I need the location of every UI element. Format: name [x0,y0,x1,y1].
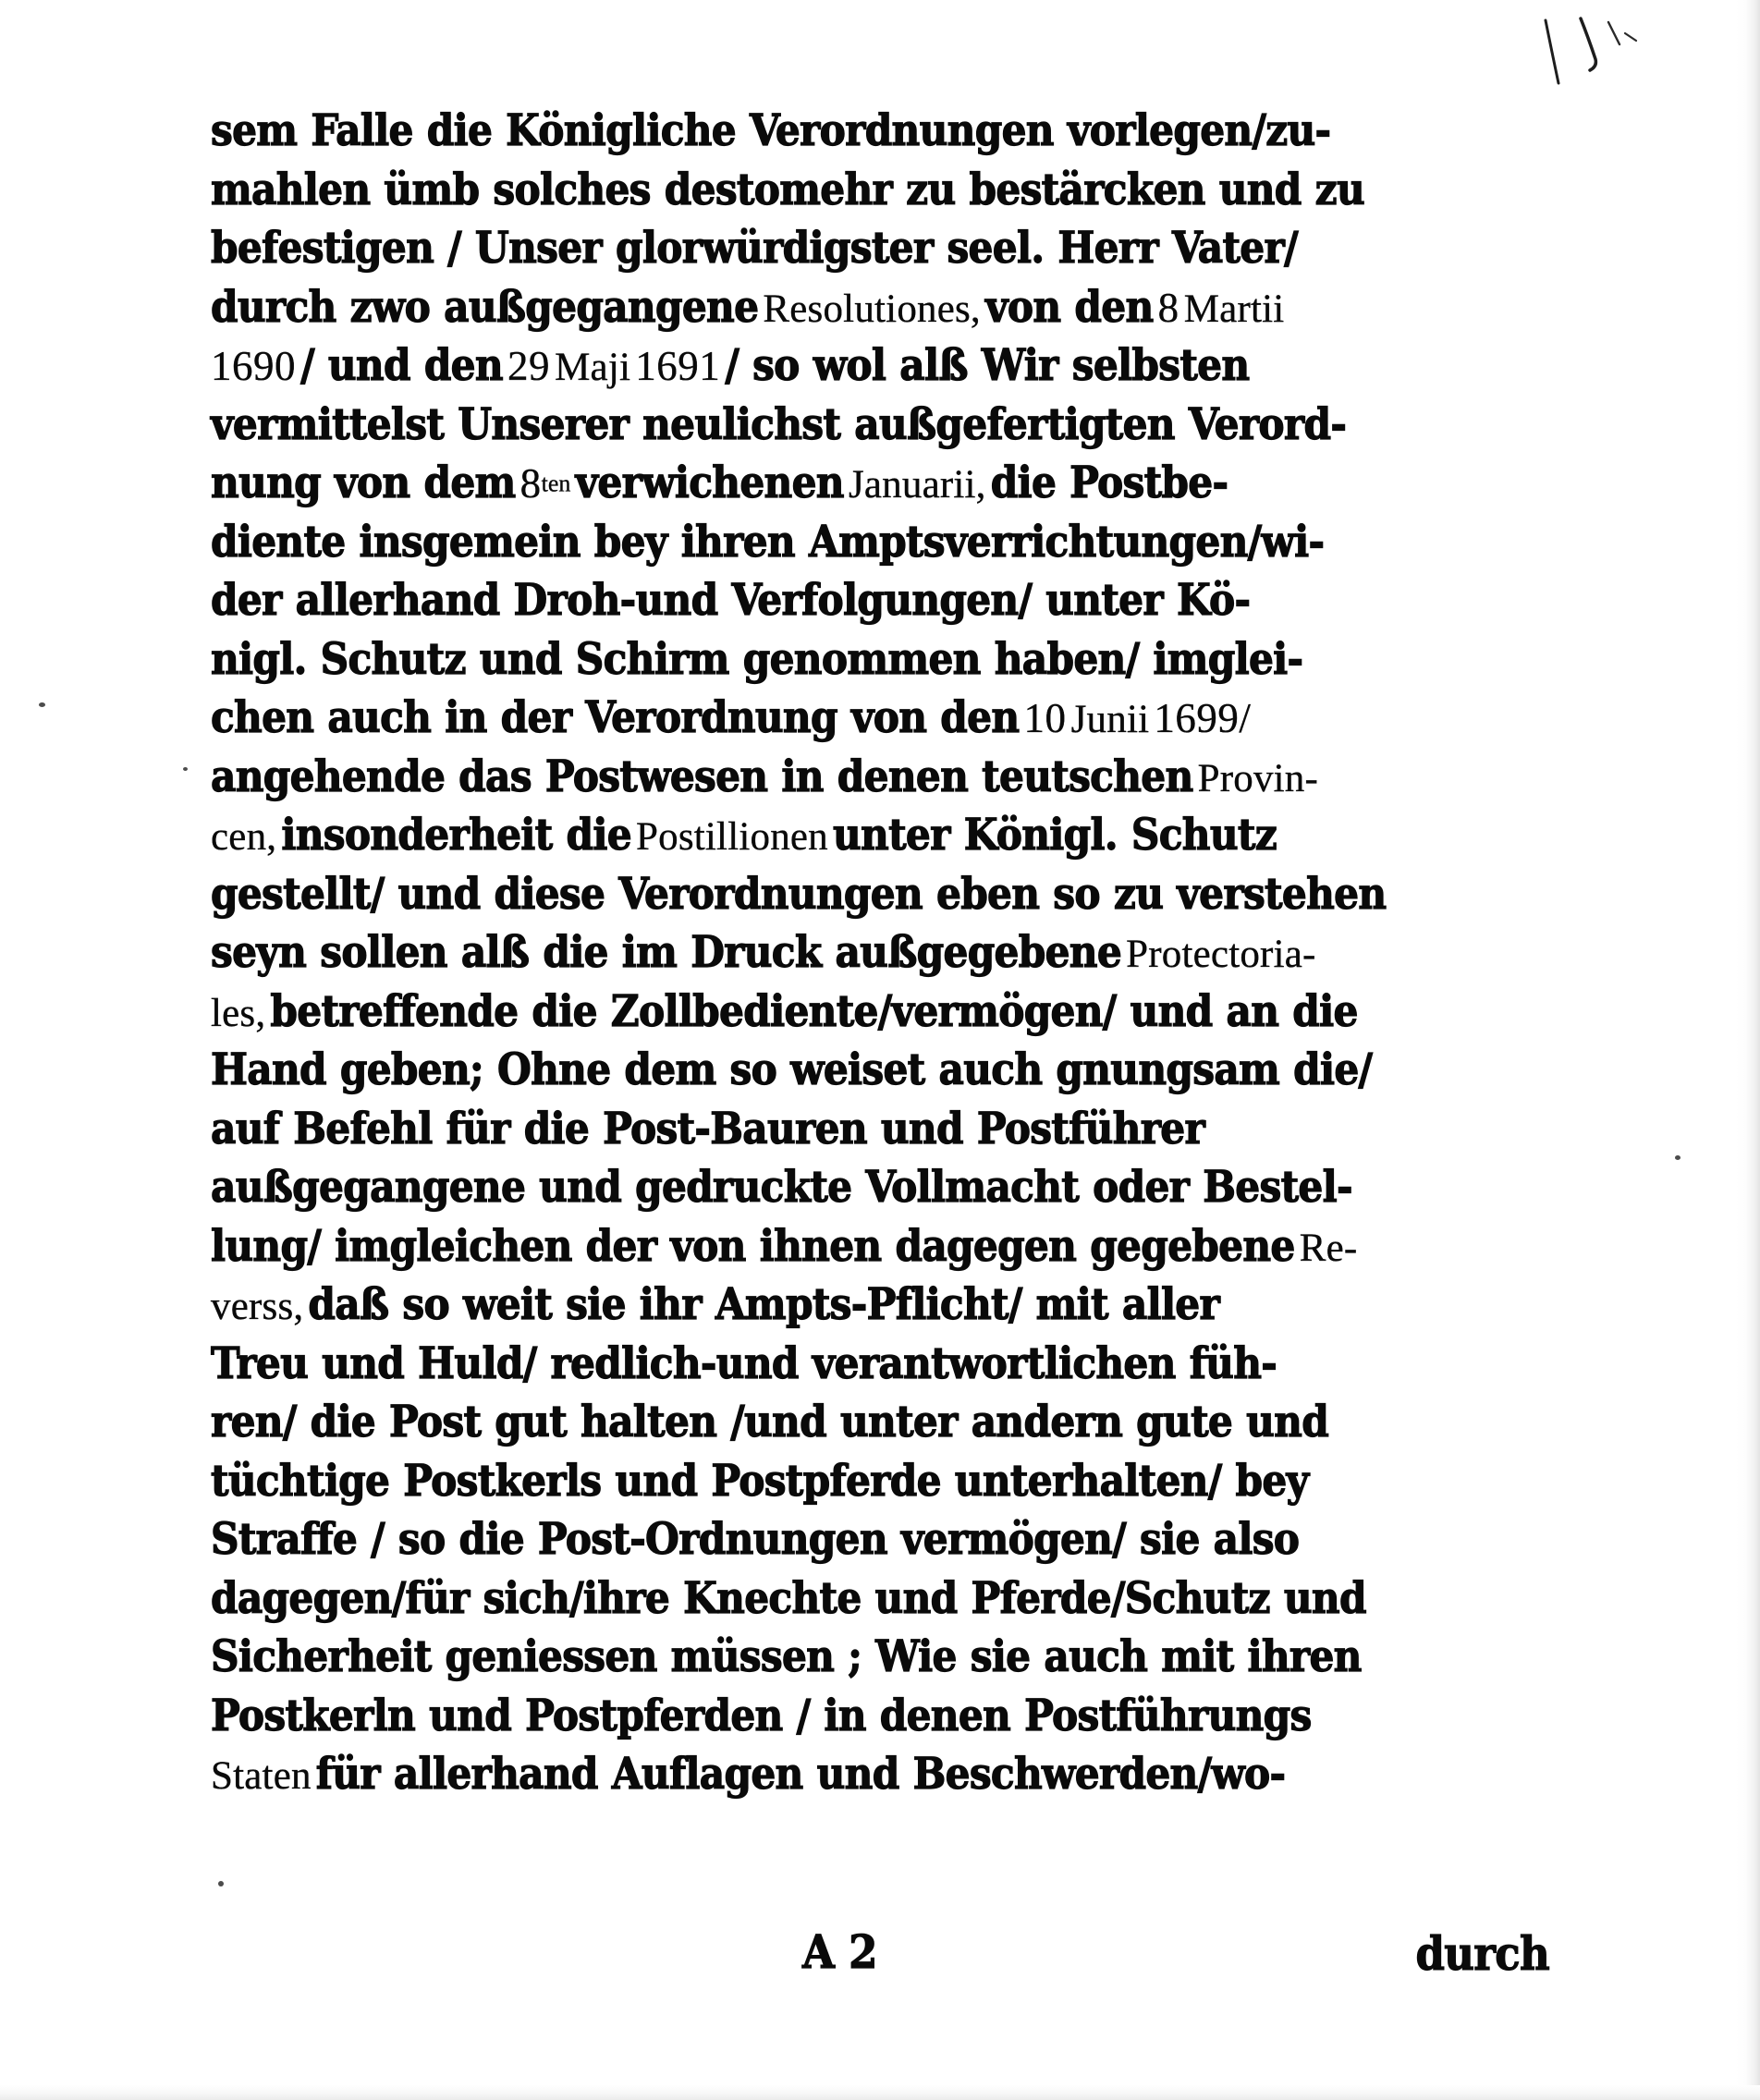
ink-speck [1675,1155,1681,1160]
antiqua-run: les, [211,991,266,1035]
text-line-inner [211,516,1325,568]
antiqua-run: 29 [507,343,551,389]
fraktur-run: auf Befehl für die Post-Bauren und Postführer [211,1103,1205,1154]
fraktur-run: Sicherheit geniessen müssen ; Wie sie auch mit ihren [211,1631,1362,1682]
text-line [211,516,1549,568]
text-line [211,1162,1549,1213]
antiqua-run: Protectoria- [1126,933,1316,976]
text-line-inner [211,105,1331,156]
text-line [211,810,1549,861]
fraktur-run: unter Königl. Schutz [832,810,1277,861]
antiqua-run: verss, [211,1285,304,1328]
antiqua-run: cen, [211,815,277,859]
text-line [211,164,1549,215]
text-line [211,1572,1549,1624]
fraktur-run: verwichenen [575,458,844,508]
text-line [211,398,1549,450]
text-line-inner [211,340,1250,391]
fraktur-run: daß so weit sie ihr Ampts-Pflicht/ mit aller [308,1279,1220,1330]
fraktur-run: nigl. Schutz und Schirm genommen haben/ imglei- [211,633,1303,685]
antiqua-run: 1699/ [1154,695,1252,741]
fraktur-run: gestellt/ und diese Verordnungen eben so zu verstehen [211,868,1387,920]
catchword: durch [1415,1926,1549,1981]
text-line-inner [211,1220,1358,1272]
text-line-inner [211,1749,1286,1800]
fraktur-run: sem Falle die Königliche Verordnungen vorlegen/zu- [211,105,1331,156]
fraktur-run: tüchtige Postkerls und Postpferde unterhalten/ bey [211,1455,1309,1507]
text-line-inner [211,1044,1373,1095]
text-line-inner [211,575,1251,626]
antiqua-run: Martii [1183,287,1285,331]
antiqua-run: Resolutiones, [763,287,981,331]
fraktur-run: von den [984,281,1154,333]
fraktur-run: / so wol alß Wir selbsten [725,340,1250,391]
ink-speck [218,1881,224,1886]
text-line [211,1103,1549,1154]
text-line [211,458,1549,508]
antiqua-run: Re- [1299,1226,1358,1270]
text-line-inner [211,1572,1366,1624]
antiqua-run: Januarii, [848,463,986,507]
text-line [211,1455,1549,1507]
text-line [211,1514,1549,1565]
fraktur-run: angehende das Postwesen in denen teutschen [211,751,1193,802]
text-line [211,575,1549,626]
fraktur-run: außgegangene und gedruckte Vollmacht oder Bestel- [211,1162,1352,1213]
text-line-inner [211,751,1319,802]
text-line-inner [211,1455,1309,1507]
text-line-inner [211,692,1252,743]
sheet-signature-mark: A 2 [802,1924,877,1979]
fraktur-run: durch zwo außgegangene [211,281,759,333]
text-line-inner [211,1337,1277,1389]
fraktur-run: die Postbe- [990,458,1228,508]
page-footer [211,1924,1549,1989]
text-line-inner [211,1690,1312,1741]
text-line [211,1044,1549,1095]
antiqua-run: 1690 [211,343,296,389]
text-line-inner [211,927,1316,978]
antiqua-run: Postillionen [636,815,828,859]
scan-edge-shadow-right [1736,0,1760,2100]
text-line [211,281,1549,333]
fraktur-run: für allerhand Auflagen und Beschwerden/wo- [315,1749,1286,1800]
corner-scan-artifact-mark [1529,17,1658,118]
text-line [211,1631,1549,1682]
text-line [211,1337,1549,1389]
text-line [211,868,1549,920]
superscript-run: ten [541,470,571,497]
text-line [211,1220,1549,1272]
text-line-inner [211,1631,1362,1682]
text-line [211,340,1549,391]
fraktur-run: Treu und Huld/ redlich-und verantwortlichen füh- [211,1337,1277,1389]
text-line [211,1279,1549,1330]
text-line-inner [211,1162,1352,1213]
text-line-inner [211,164,1365,215]
fraktur-run: diente insgemein bey ihren Amptsverrichtungen/wi- [211,516,1325,568]
antiqua-run: 8 [1157,284,1179,331]
text-line [211,1749,1549,1800]
fraktur-run: chen auch in der Verordnung von den [211,692,1020,743]
fraktur-run: vermittelst Unserer neulichst außgefertigten Verord- [211,398,1347,450]
antiqua-run: 8 [519,460,542,507]
text-line-inner [211,633,1303,685]
text-line [211,1690,1549,1741]
text-line [211,751,1549,802]
text-line [211,633,1549,685]
text-line [211,985,1549,1037]
scan-edge-shadow-bottom [0,2085,1760,2100]
text-line [211,223,1549,274]
fraktur-run: insonderheit die [281,810,631,861]
body-text-block [211,105,1549,1812]
text-line-inner [211,1279,1220,1330]
fraktur-run: befestigen / Unser glorwürdigster seel. Herr Vater/ [211,223,1298,274]
text-line [211,692,1549,743]
text-line-inner [211,281,1285,333]
text-line-inner [211,1397,1329,1447]
fraktur-run: ren/ die Post gut halten /und unter andern gute und [211,1397,1329,1447]
text-line-inner [211,810,1277,861]
text-line-inner [211,985,1358,1037]
antiqua-run: 10 [1023,695,1067,741]
fraktur-run: dagegen/für sich/ihre Knechte und Pferde/Schutz und [211,1572,1366,1624]
text-line-inner [211,1514,1300,1565]
text-line-inner [211,1103,1205,1154]
fraktur-run: Hand geben; Ohne dem so weiset auch gnungsam die/ [211,1044,1373,1095]
antiqua-run: Junii [1070,698,1150,741]
fraktur-run: der allerhand Droh-und Verfolgungen/ unter Kö- [211,575,1251,626]
antiqua-run: Maji [555,346,631,389]
fraktur-run: seyn sollen alß die im Druck außgegebene [211,927,1122,978]
antiqua-run: Staten [211,1754,312,1798]
fraktur-run: / und den [300,340,503,391]
ink-speck [39,702,45,707]
text-line-inner [211,868,1387,920]
antiqua-run: Provin- [1197,756,1319,800]
text-line-inner [211,398,1347,450]
fraktur-run: Postkerln und Postpferden / in denen Postführungs [211,1690,1312,1741]
fraktur-run: betreffende die Zollbediente/vermögen/ und an die [270,985,1358,1037]
ink-speck [183,767,188,771]
text-line-inner [211,223,1298,274]
fraktur-run: nung von dem [211,458,516,508]
fraktur-run: mahlen ümb solches destomehr zu bestärcken und zu [211,164,1365,215]
text-line [211,1397,1549,1447]
fraktur-run: lung/ imgleichen der von ihnen dagegen gegebene [211,1220,1295,1272]
text-line-inner [211,458,1228,508]
text-line [211,105,1549,156]
text-line [211,927,1549,978]
fraktur-run: Straffe / so die Post-Ordnungen vermögen/ sie also [211,1514,1300,1565]
antiqua-run: 1691 [635,343,721,389]
